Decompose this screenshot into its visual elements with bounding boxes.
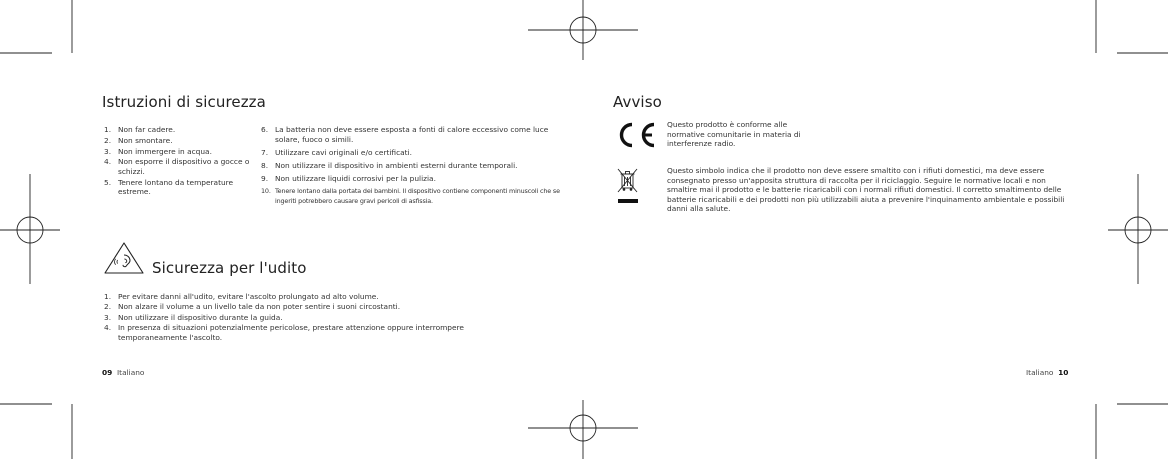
list-item: 10. Tenere lontano dalla portata dei bambini. Il dispositivo contiene componenti minuscoli che se ingeriti potrebbero causare gravi pericoli di asfissia.	[261, 186, 560, 205]
list-item: 3. Non utilizzare il dispositivo durante la guida.	[104, 312, 283, 322]
hearing-list	[104, 292, 524, 344]
page-language: Italiano	[1026, 368, 1054, 377]
list-item: 3. Non immergere in acqua.	[104, 146, 212, 156]
ce-mark-icon	[614, 121, 658, 149]
registration-mark-top	[528, 0, 638, 60]
list-item: 4. In presenza di situazioni potenzialmente pericolose, prestare attenzione oppure interrompere temporaneamente l'ascolto.	[104, 323, 464, 342]
page-number: 10	[1058, 368, 1069, 377]
safety-list-col1	[104, 125, 254, 198]
registration-mark-left	[0, 174, 60, 284]
page-number: 09	[102, 368, 113, 377]
list-item: 2. Non alzare il volume a un livello tale da non poter sentire i suoni circostanti.	[104, 302, 401, 312]
list-item: 6. La batteria non deve essere esposta a fonti di calore eccessivo come luce solare, fuoco o simili.	[261, 125, 549, 144]
list-item: 4. Non esporre il dispositivo a gocce o schizzi.	[104, 157, 250, 176]
crossed-bin-icon	[615, 166, 641, 206]
registration-mark-right	[1108, 174, 1168, 284]
hearing-title: Sicurezza per l'udito	[152, 259, 307, 277]
list-item: 1. Non far cadere.	[104, 125, 176, 134]
notice-title: Avviso	[613, 93, 662, 111]
list-item: 9. Non utilizzare liquidi corrosivi per la pulizia.	[261, 173, 436, 183]
list-item: 8. Non utilizzare il dispositivo in ambienti esterni durante temporali.	[261, 160, 518, 170]
safety-title: Istruzioni di sicurezza	[102, 93, 266, 111]
list-item: 7. Utilizzare cavi originali e/o certificati.	[261, 147, 412, 157]
list-item: 2. Non smontare.	[104, 135, 173, 145]
page-language: Italiano	[117, 368, 145, 377]
list-item: 5. Tenere lontano da temperature estreme.	[104, 177, 234, 197]
safety-list-col2	[261, 125, 561, 207]
hearing-warning-icon	[102, 240, 146, 276]
list-item: 1. Per evitare danni all'udito, evitare l'ascolto prolungato ad alto volume.	[104, 292, 379, 301]
folio-right	[1026, 368, 1068, 377]
ce-text: Questo prodotto è conforme alle normative comunitarie in materia di interferenze radio.	[667, 120, 801, 149]
registration-mark-bottom	[528, 400, 638, 459]
weee-text: Questo simbolo indica che il prodotto non deve essere smaltito con i rifiuti domestici, ma deve essere consegnato presso un'apposita struttura di raccolta per il riciclaggio. Seguire le normative locali e non smaltire mai il prodotto e le batterie ricaricabili con i normali rifiuti domestici. Il corretto smaltimento delle batterie ricaricabili e dei prodotti non più utilizzabili aiuta a prevenire l'inquinamento ambientale e possibili danni alla salute.	[667, 166, 1065, 214]
folio-left	[102, 368, 144, 377]
